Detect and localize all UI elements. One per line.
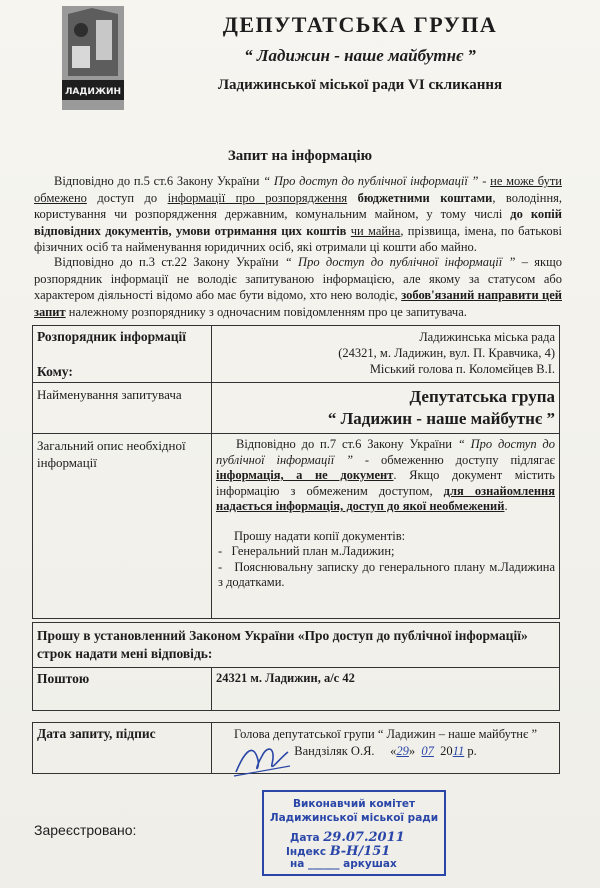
handwritten-signature-icon (232, 738, 292, 780)
group-title: ДЕПУТАТСЬКА ГРУПА (222, 12, 498, 37)
logo-text: ЛАДИЖИН (64, 87, 122, 97)
table-row (33, 383, 560, 434)
signed-day: 29 (396, 744, 409, 758)
stamp-date: Дата 29.07.2011 (290, 830, 405, 845)
city-coat-of-arms-icon (62, 6, 124, 110)
to-label: Кому: (37, 364, 73, 379)
description-label: Загальний опис необхідної інформації (33, 434, 212, 619)
signed-year: 11 (452, 744, 465, 758)
paragraph-2: Відповідно до п.3 ст.22 Закону України “ Про доступ до публічної інформації ” – якщо розпорядник інформації не володіє запитуваною інформацією, але якому за статусом або характером діяльності відомо або має бути відомо, хто нею володіє, зобов'язаний направити цей запит належному розпоряднику з одночасним повідомленням про це запитувача. (34, 255, 562, 319)
signed-month: 07 (421, 744, 434, 758)
recipient-label: Розпорядник інформації (37, 329, 187, 344)
response-table (32, 622, 560, 711)
group-name: “ Ладижин - наше майбутнє ” (244, 46, 476, 65)
documents-request: Прошу надати копії документів: (234, 528, 406, 543)
list-item: - Пояснювальну записку до генерального плану м.Ладижина з додатками. (218, 559, 555, 589)
paragraph-1: Відповідно до п.5 ст.6 Закону України “ Про доступ до публічної інформації ” - не може бути обмежено доступ до інформації про розпорядження бюджетними коштами, володіння, користування чи розпорядження державним, комунальним майном, у тому числі до копій відповідних документів, умови отримання цих коштів чи майна, прізвища, імена, по батькові фізичних осіб та найменування юридичних осіб, які отримали ці кошти або майно. (34, 174, 563, 254)
requester-label: Найменування запитувача (33, 383, 212, 434)
signature-block: Голова депутатської групи “ Ладижин – наше майбутнє ” Вандзіляк О.Я. «29» 07 2011 р. (212, 723, 560, 774)
table-row (33, 723, 560, 774)
list-item: - Генеральний план м.Ладижин; (218, 544, 395, 558)
signer-name: Вандзіляк О.Я. (294, 744, 375, 758)
recipient-address: Ладижинська міська рада (24321, м. Ладижин, вул. П. Кравчика, 4) Міський голова п. Коломєйцев В.І. (212, 326, 560, 383)
mail-address: 24321 м. Ладижин, а/с 42 (212, 668, 560, 711)
stamp-sheets: на ______ аркушах (290, 858, 397, 870)
table-row (33, 434, 560, 619)
description-value: Відповідно до п.7 ст.6 Закону України “ Про доступ до публічної інформації ” - обмеженню доступу підлягає інформація, а не документ. Якщо документ містить інформацію з обмеженим доступом, для ознайомлення надається інформація, доступ до якої необмежений. Прошу надати копії документів: - Генеральний план м.Ладижин; - Пояснювальну записку до генерального плану м.Ладижина з додатками. (212, 434, 560, 619)
date-signature-label: Дата запиту, підпис (33, 723, 212, 774)
signature-table (32, 722, 560, 774)
registered-label: Зареєстровано: (34, 822, 137, 838)
requester-name: Депутатська група “ Ладижин - наше майбутнє ” (212, 383, 560, 434)
council-name: Ладижинської міської ради VI скликання (217, 77, 503, 93)
mail-label: Поштою (33, 668, 212, 711)
stamp-line-1: Виконавчий комітет (292, 798, 416, 810)
table-row (33, 326, 560, 383)
stamp-line-2: Ладижинської міської ради (269, 812, 439, 824)
response-request: Прошу в установленний Законом України «Про доступ до публічної інформації» строк надати мені відповідь: (33, 623, 560, 668)
table-row (33, 623, 560, 668)
document-title: Запит на інформацію (227, 148, 373, 164)
request-details-table (32, 325, 560, 619)
registration-stamp (262, 790, 446, 876)
stamp-index: Індекс В-Н/151 (286, 844, 391, 859)
table-row (33, 668, 560, 711)
